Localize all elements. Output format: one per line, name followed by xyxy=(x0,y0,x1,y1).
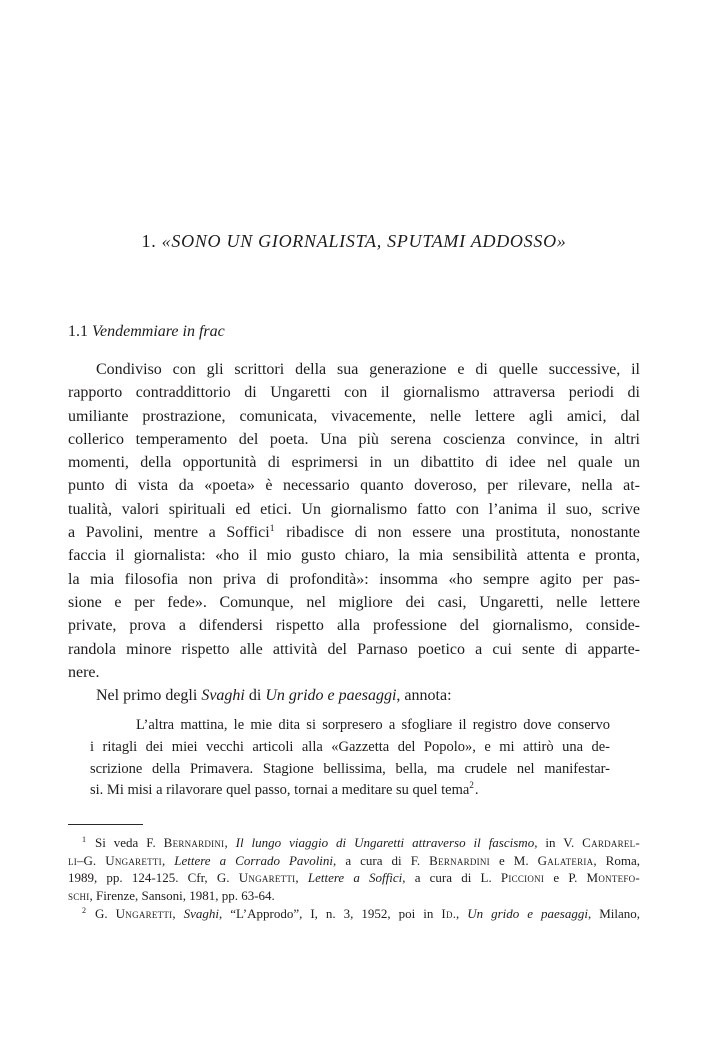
text-segment: , “L’Approdo”, I, n. 3, 1952, poi in xyxy=(219,906,442,922)
text-line xyxy=(68,521,640,544)
text-line xyxy=(68,684,640,707)
text-line xyxy=(68,638,640,661)
block-quote xyxy=(90,715,610,801)
text-segment: Cardarel- xyxy=(582,834,640,850)
footnote-rule xyxy=(68,824,143,825)
text-segment: si. Mi misi a rilavorare quel passo, tornai a meditare su quel tema xyxy=(90,782,470,799)
text-segment: , xyxy=(295,870,308,886)
text-line xyxy=(90,759,610,781)
chapter-number: 1. xyxy=(141,231,157,251)
text-segment: , a cura di L. xyxy=(402,870,501,886)
footnote-marker: 2 xyxy=(82,905,87,915)
text-segment: , annota: xyxy=(396,687,452,705)
text-segment: e P. xyxy=(544,870,587,886)
text-segment: Lettere a Soffici xyxy=(307,870,403,886)
text-segment: Svaghi xyxy=(201,687,245,705)
text-segment: scrizione della Primavera. Stagione bellissima, bella, ma crudele nel manifestar- xyxy=(90,760,610,777)
text-segment: faccia il giornalista: «ho il mio gusto chiaro, la mia sensibilità attenta e pronta, xyxy=(68,547,640,565)
text-line xyxy=(68,869,640,887)
text-segment: Montefo- xyxy=(586,870,641,886)
section-number: 1.1 xyxy=(68,323,88,340)
text-segment: a Pavolini, mentre a Soffici xyxy=(68,524,270,542)
footnotes-section xyxy=(68,834,640,923)
text-segment: L’altra mattina, le mie dita si sorpresero a sfogliare il registro dove conservo xyxy=(136,717,610,734)
text-segment: , Firenze, Sansoni, 1981, pp. 63-64. xyxy=(89,888,275,904)
text-line xyxy=(68,474,640,497)
text-segment: –G. xyxy=(77,852,106,868)
text-segment: ., xyxy=(452,906,468,922)
text-line xyxy=(68,834,640,852)
text-segment: ribadisce di non essere una prostituta, nonostante xyxy=(275,524,641,542)
text-line xyxy=(90,715,610,737)
footnote-marker: 1 xyxy=(82,834,87,844)
section-heading xyxy=(68,321,640,342)
text-segment: li xyxy=(68,852,78,868)
text-segment: . xyxy=(474,782,479,799)
text-line xyxy=(68,358,640,381)
text-segment: Nel primo degli xyxy=(96,687,202,705)
text-segment: , xyxy=(224,834,236,850)
text-line xyxy=(68,905,640,923)
text-segment: Un grido e paesaggi xyxy=(265,687,397,705)
text-segment: , xyxy=(172,906,184,922)
text-segment: Condiviso con gli scrittori della sua generazione e di quelle successive, il xyxy=(96,361,640,378)
text-segment: G. xyxy=(87,906,116,922)
text-line xyxy=(68,661,640,684)
text-segment: sione e per fede». Comunque, nel migliore dei casi, Ungaretti, nelle lettere xyxy=(68,593,640,611)
text-segment: , Milano, xyxy=(587,906,641,922)
text-segment: Ungaretti xyxy=(238,870,296,886)
text-segment: i ritagli dei miei vecchi articoli alla «Gazzetta del Popolo», e mi attirò una de- xyxy=(90,739,610,756)
text-line xyxy=(68,451,640,474)
text-segment: umiliante prostrazione, comunicata, vivacemente, nelle lettere agli amici, dal xyxy=(68,407,640,425)
text-segment: Un grido e paesaggi xyxy=(467,906,588,922)
text-segment: Svaghi xyxy=(183,906,220,922)
text-segment: Piccioni xyxy=(500,870,545,886)
text-line xyxy=(68,498,640,521)
text-line xyxy=(68,591,640,614)
text-segment: Galateria xyxy=(537,852,594,868)
text-line xyxy=(90,780,610,802)
text-segment: collerico temperamento del poeta. Una più serena coscienza convince, in altri xyxy=(68,430,640,448)
section-title: Vendemmiare in frac xyxy=(92,323,225,340)
text-segment: Id xyxy=(441,906,453,922)
text-segment: 1989, pp. 124-125. Cfr, G. xyxy=(68,870,239,886)
text-line xyxy=(68,568,640,591)
text-segment: Bernardini xyxy=(163,834,225,850)
text-column xyxy=(68,229,640,923)
text-segment: Il lungo viaggio di Ungaretti attraverso il fascismo xyxy=(235,834,535,850)
text-segment: Lettere a Corrado Pavolini xyxy=(174,852,334,868)
text-segment: Bernardini xyxy=(429,852,490,868)
text-line xyxy=(68,381,640,404)
text-line xyxy=(68,887,640,905)
intro-paragraph xyxy=(68,684,640,707)
text-segment: Si veda F. xyxy=(87,834,164,850)
text-segment: la mia filosofia non priva di profondità»: insomma «ho sempre agito per pas- xyxy=(68,570,640,588)
text-segment: nere. xyxy=(68,663,100,681)
text-segment: , in V. xyxy=(534,834,583,850)
text-line xyxy=(68,405,640,428)
text-segment: private, prova a difendersi rispetto alla professione del giornalismo, conside- xyxy=(68,617,640,635)
text-line xyxy=(68,544,640,567)
text-segment: di xyxy=(244,687,266,705)
text-line xyxy=(68,852,640,870)
text-segment: rapporto contraddittorio di Ungaretti con il giornalismo attraversa periodi di xyxy=(68,384,640,402)
text-line xyxy=(90,737,610,759)
footnote-marker: 1 xyxy=(269,522,275,534)
chapter-heading xyxy=(68,229,640,253)
text-segment: tualità, valori spirituali ed etici. Un giornalismo fatto con l’anima il suo, scrive xyxy=(68,500,640,518)
text-segment: punto di vista da «poeta» è necessario quanto doveroso, per rilevare, nella at- xyxy=(68,477,640,495)
text-line xyxy=(68,614,640,637)
text-segment: schi xyxy=(68,888,90,904)
text-segment: , Roma, xyxy=(593,852,640,868)
chapter-title: «SONO UN GIORNALISTA, SPUTAMI ADDOSSO» xyxy=(161,231,567,251)
text-line xyxy=(68,428,640,451)
text-segment: momenti, della opportunità di esprimersi in un dibattito di idee nel quale un xyxy=(68,454,640,472)
text-segment: e M. xyxy=(489,852,538,868)
main-paragraph xyxy=(68,358,640,684)
text-segment: randola minore rispetto alle attività del Parnaso poetico a cui sente di apparte- xyxy=(68,640,640,658)
text-segment: Ungaretti xyxy=(115,906,173,922)
text-segment: , xyxy=(161,852,175,868)
text-segment: , a cura di F. xyxy=(333,852,430,868)
text-segment: Ungaretti xyxy=(105,852,162,868)
footnote-marker: 2 xyxy=(469,780,474,791)
